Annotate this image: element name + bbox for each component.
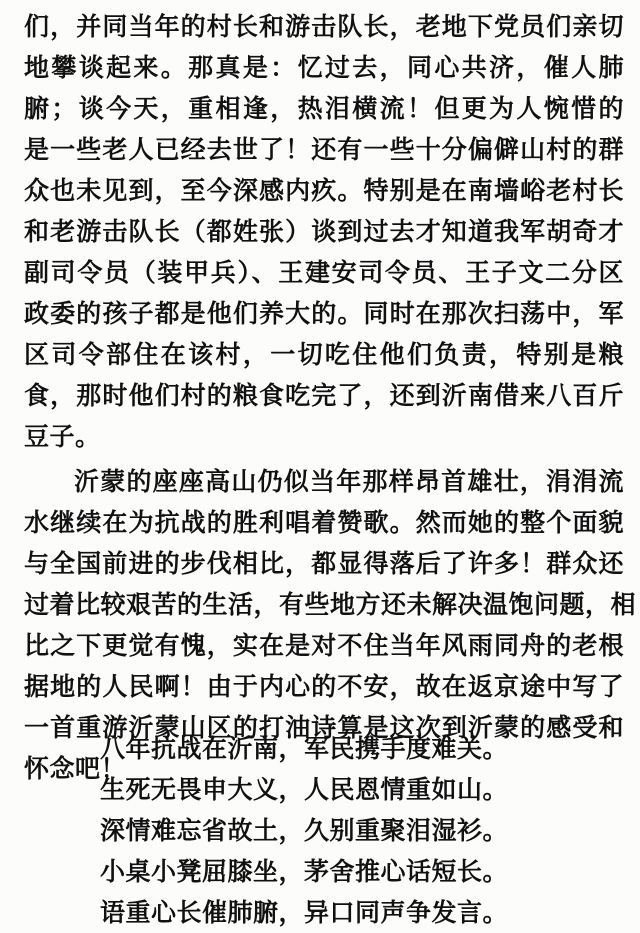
text-line: 怀念吧！ — [24, 754, 127, 783]
text-line: 食，那时他们村的粮食吃完了，还到沂南借来八百斤 — [24, 381, 624, 410]
text-line: 一首重游沂蒙山区的打油诗算是这次到沂蒙的感受和 — [24, 713, 624, 742]
paragraph-1 — [24, 6, 624, 457]
text-line: 水继续在为抗战的胜利唱着赞歌。然而她的整个面貌 — [24, 508, 624, 537]
text-line: 们，并同当年的村长和游击队长，老地下党员们亲切 — [24, 12, 624, 41]
poem-verse: 小桌小凳屈膝坐，茅舍推心话短长。 — [100, 857, 509, 886]
prose-body — [24, 6, 637, 789]
text-line: 副司令员（装甲兵）、王建安司令员、王子文二分区 — [24, 258, 624, 287]
text-line: 沂蒙的座座高山仍似当年那样昂首雄壮，涓涓流 — [74, 467, 624, 496]
poem-verse: 八年抗战在沂南，军民携手度难关。 — [100, 734, 509, 763]
text-line: 比之下更觉有愧，实在是对不住当年风雨同舟的老根 — [24, 631, 624, 660]
text-line: 据地的人民啊！由于内心的不安，故在返京途中写了 — [24, 672, 624, 701]
text-line: 豆子。 — [24, 422, 101, 451]
text-line: 腑；谈今天，重相逢，热泪横流！但更为人惋惜的 — [24, 94, 624, 123]
poem-verse: 生死无畏申大义，人民恩情重如山。 — [100, 775, 509, 804]
text-line: 众也未见到，至今深感内疚。特别是在南墙峪老村长 — [24, 176, 624, 205]
poem-verse: 深情难忘省故土，久别重聚泪湿衫。 — [100, 816, 509, 845]
text-line: 地攀谈起来。那真是：忆过去，同心共济，催人肺 — [24, 53, 624, 82]
poem-block — [100, 728, 600, 933]
text-line: 与全国前进的步伐相比，都显得落后了许多！群众还 — [24, 549, 624, 578]
text-line: 是一些老人已经去世了！还有一些十分偏僻山村的群 — [24, 135, 624, 164]
text-line: 区司令部住在该村，一切吃住他们负责，特别是粮 — [24, 340, 624, 369]
text-line: 政委的孩子都是他们养大的。同时在那次扫荡中，军 — [24, 299, 624, 328]
text-line: 过着比较艰苦的生活，有些地方还未解决温饱问题，相 — [24, 590, 637, 619]
poem-verse: 语重心长催肺腑，异口同声争发言。 — [100, 898, 509, 927]
text-line: 和老游击队长（都姓张）谈到过去才知道我军胡奇才 — [24, 217, 624, 246]
